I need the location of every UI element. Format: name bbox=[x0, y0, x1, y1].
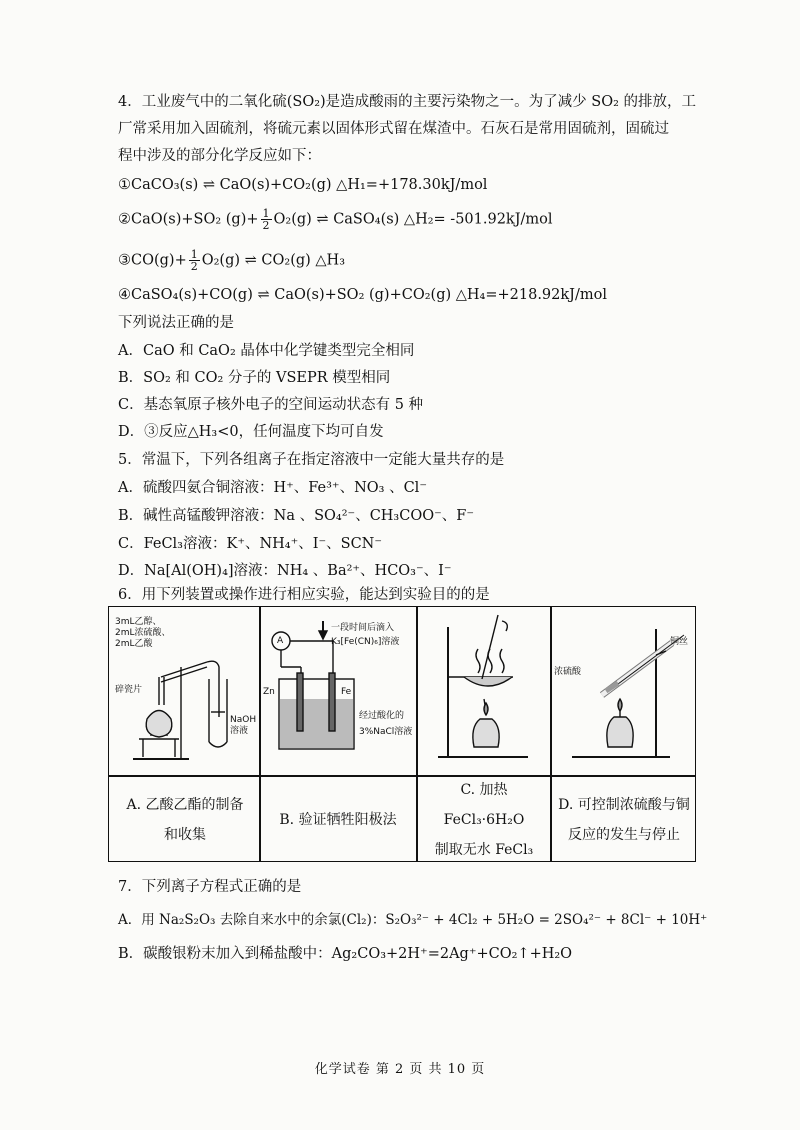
q4-option-a: A．CaO 和 CaO₂ 晶体中化学键类型完全相同 bbox=[118, 343, 415, 359]
figure-b-solution-label-2: 3%NaCl溶液 bbox=[359, 727, 413, 737]
half-fraction: $\frac{1}{2}$ bbox=[262, 207, 270, 232]
figure-a-reagent-label-3: 2mL乙酸 bbox=[115, 639, 153, 649]
q4-option-d: D．③反应△H₃<0，任何温度下均可自发 bbox=[118, 424, 384, 440]
figure-a-reagent-label-1: 3mL乙醇、 bbox=[115, 617, 162, 627]
q6-option-c-caption: C. 加热 FeCl₃·6H₂O 制取无水 FeCl₃ bbox=[434, 782, 534, 858]
q5-option-b: B．碱性高锰酸钾溶液：Na 、SO₄²⁻、CH₃COO⁻、F⁻ bbox=[118, 508, 474, 524]
figure-d-acid-label: 浓硫酸 bbox=[554, 667, 582, 677]
q5-option-a: A．硫酸四氨合铜溶液：H⁺、Fe³⁺、NO₃ 、Cl⁻ bbox=[118, 480, 427, 496]
q4-stem-line1: 4．工业废气中的二氧化硫(SO₂)是造成酸雨的主要污染物之一。为了减少 SO₂ 的排放，工 bbox=[118, 94, 697, 110]
figure-b-top-label-2: K₃[Fe(CN)₆]溶液 bbox=[331, 637, 400, 647]
q6-option-a-caption: A. 乙酸乙酯的制备 和收集 bbox=[126, 797, 244, 843]
q7-option-b: B．碳酸银粉末加入到稀盐酸中：Ag₂CO₃+2H⁺=2Ag⁺+CO₂↑+H₂O bbox=[118, 946, 573, 962]
q7-stem: 7．下列离子方程式正确的是 bbox=[118, 879, 302, 895]
figure-a-ester-apparatus bbox=[109, 607, 259, 775]
q5-stem: 5．常温下，下列各组离子在指定溶液中一定能大量共存的是 bbox=[118, 452, 505, 468]
figure-d-wire-label: 铜丝 bbox=[670, 637, 689, 647]
half-fraction: $\frac{1}{2}$ bbox=[190, 248, 198, 273]
q4-reaction-3-left: ③CO(g)+ bbox=[118, 252, 187, 269]
figure-b-electrolysis-apparatus bbox=[261, 607, 416, 775]
q4-stem-line2: 厂常采用加入固硫剂，将硫元素以固体形式留在煤渣中。石灰石是常用固硫剂，固硫过 bbox=[118, 121, 669, 137]
figure-a-reagent-label-2: 2mL浓硫酸、 bbox=[115, 628, 171, 638]
figure-d-copper-acid-apparatus bbox=[552, 607, 697, 775]
q7-option-a: A．用 Na₂S₂O₃ 去除自来水中的余氯(Cl₂)：S₂O₃²⁻ + 4Cl₂ + 5H₂O = 2SO₄²⁻ + 8Cl⁻ + 10H⁺ bbox=[118, 912, 708, 928]
q5-option-d: D．Na[Al(OH)₄]溶液：NH₄ 、Ba²⁺、HCO₃⁻、I⁻ bbox=[118, 563, 452, 579]
figure-b-solution-label-1: 经过酸化的 bbox=[359, 711, 405, 721]
q6-option-b-caption: B. 验证牺牲阳极法 bbox=[279, 812, 397, 828]
q4-reaction-3 bbox=[118, 249, 345, 272]
figure-a-chip-label: 碎瓷片 bbox=[115, 685, 143, 695]
q4-reaction-2-left: ②CaO(s)+SO₂ (g)+ bbox=[118, 211, 259, 228]
q6-option-d-caption: D. 可控制浓硫酸与铜 反应的发生与停止 bbox=[558, 797, 690, 843]
q4-reaction-2 bbox=[118, 208, 553, 231]
q4-prompt: 下列说法正确的是 bbox=[118, 315, 234, 331]
q4-reaction-2-right: O₂(g) ⇌ CaSO₄(s) △H₂= -501.92kJ/mol bbox=[273, 211, 553, 228]
page-footer: 化学试卷 第 2 页 共 10 页 bbox=[314, 1062, 486, 1077]
figure-a-naoh-label-1: NaOH bbox=[230, 715, 257, 725]
figure-a-naoh-label-2: 溶液 bbox=[230, 726, 249, 736]
q4-option-c: C．基态氧原子核外电子的空间运动状态有 5 种 bbox=[118, 397, 424, 413]
figure-b-fe-label: Fe bbox=[341, 687, 352, 697]
experiment-table bbox=[108, 606, 696, 862]
q4-option-b: B．SO₂ 和 CO₂ 分子的 VSEPR 模型相同 bbox=[118, 370, 391, 386]
figure-b-zn-label: Zn bbox=[263, 687, 275, 697]
q6-stem: 6．用下列装置或操作进行相应实验，能达到实验目的的是 bbox=[118, 587, 490, 603]
q4-reaction-1: ①CaCO₃(s) ⇌ CaO(s)+CO₂(g) △H₁=+178.30kJ/mol bbox=[118, 177, 488, 193]
figure-c-evaporation-apparatus bbox=[418, 607, 550, 775]
q5-option-c: C．FeCl₃溶液：K⁺、NH₄⁺、I⁻、SCN⁻ bbox=[118, 536, 383, 552]
q4-reaction-4: ④CaSO₄(s)+CO(g) ⇌ CaO(s)+SO₂ (g)+CO₂(g) △H₄=+218.92kJ/mol bbox=[118, 287, 607, 303]
q4-stem-line3: 程中涉及的部分化学反应如下： bbox=[118, 148, 321, 164]
figure-b-meter-label: A bbox=[277, 636, 284, 646]
q4-reaction-3-right: O₂(g) ⇌ CO₂(g) △H₃ bbox=[201, 252, 346, 269]
figure-b-top-label-1: 一段时间后滴入 bbox=[331, 623, 395, 633]
